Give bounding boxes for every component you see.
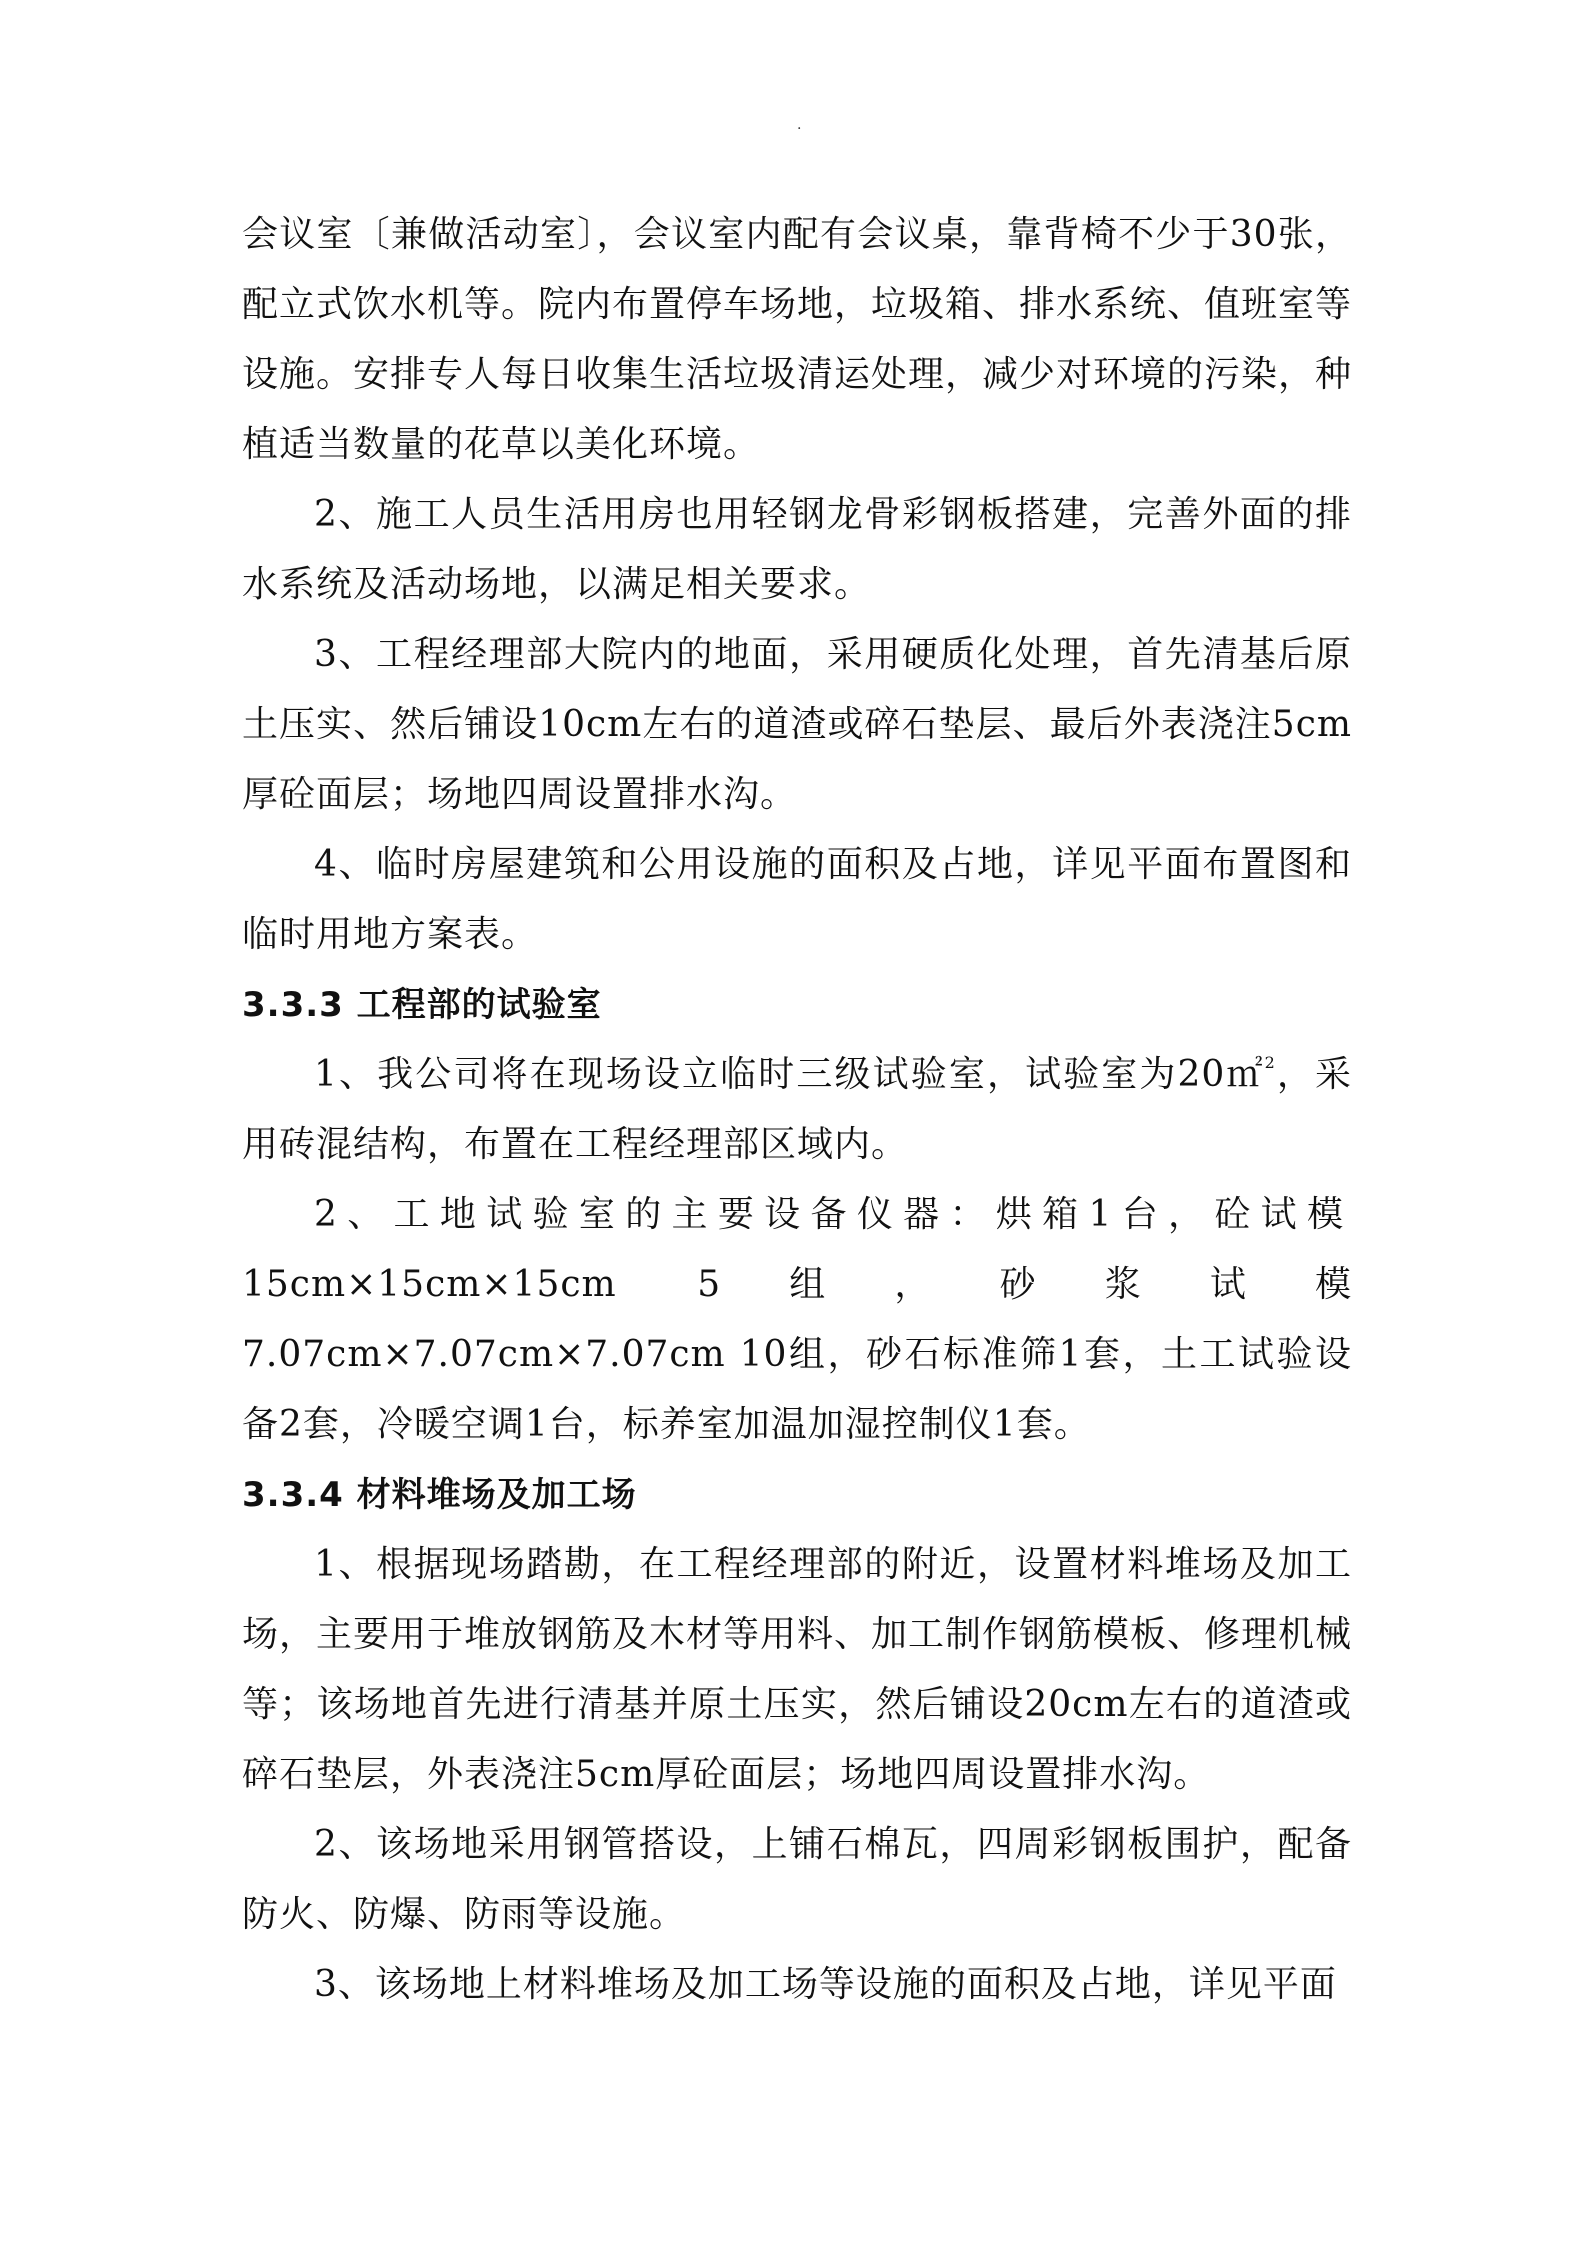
paragraph-yard-ground: 3、工程经理部大院内的地面，采用硬质化处理，首先清基后原土压实、然后铺设10cm左右的道渣或碎石垫层、最后外表浇注5cm厚砼面层；场地四周设置排水沟。 [242, 634, 1352, 815]
page-header-mark: . [797, 117, 802, 133]
section-heading-lab: 3.3.3 工程部的试验室 [242, 985, 602, 1025]
section-heading-materials: 3.3.4 材料堆场及加工场 [242, 1475, 637, 1515]
lab-equipment-line1: 2、工地试验室的主要设备仪器：烘箱1台，砼试模 [314, 1194, 1352, 1235]
paragraph-lab-setup [242, 1040, 1352, 1180]
document-body [242, 200, 1352, 2020]
lab-setup-text: 1、我公司将在现场设立临时三级试验室，试验室为20㎡ [314, 1054, 1265, 1095]
paragraph-yard-area: 3、该场地上材料堆场及加工场等设施的面积及占地，详见平面 [314, 1964, 1337, 2005]
area-superscript: 2 [1264, 1053, 1276, 1072]
paragraph-worker-housing: 2、施工人员生活用房也用轻钢龙骨彩钢板搭建，完善外面的排水系统及活动场地，以满足相关要求。 [242, 494, 1352, 605]
paragraph-meeting-room: 会议室〔兼做活动室〕，会议室内配有会议桌，靠背椅不少于30张，配立式饮水机等。院内布置停车场地，垃圾箱、排水系统、值班室等设施。安排专人每日收集生活垃圾清运处理，减少对环境的污染，种植适当数量的花草以美化环境。 [242, 214, 1353, 465]
paragraph-yard-structure: 2、该场地采用钢管搭设，上铺石棉瓦，四周彩钢板围护，配备防火、防爆、防雨等设施。 [242, 1824, 1352, 1935]
paragraph-temporary-buildings: 4、临时房屋建筑和公用设施的面积及占地，详见平面布置图和临时用地方案表。 [242, 844, 1352, 955]
lab-equipment-rest: 15cm×15cm×15cm 5组，砂浆试模7.07cm×7.07cm×7.07cm 10组，砂石标准筛1套，土工试验设备2套，冷暖空调1台，标养室加温加湿控制仪1套。 [242, 1264, 1352, 1445]
paragraph-material-yard: 1、根据现场踏勘，在工程经理部的附近，设置材料堆场及加工场，主要用于堆放钢筋及木材等用料、加工制作钢筋模板、修理机械等；该场地首先进行清基并原土压实，然后铺设20cm左右的道渣或碎石垫层，外表浇注5cm厚砼面层；场地四周设置排水沟。 [242, 1544, 1353, 1795]
lab-setup-text-cont: ，采用砖混结构，布置在工程经理部区域内。 [242, 1054, 1352, 1165]
paragraph-lab-equipment [242, 1180, 1352, 1460]
